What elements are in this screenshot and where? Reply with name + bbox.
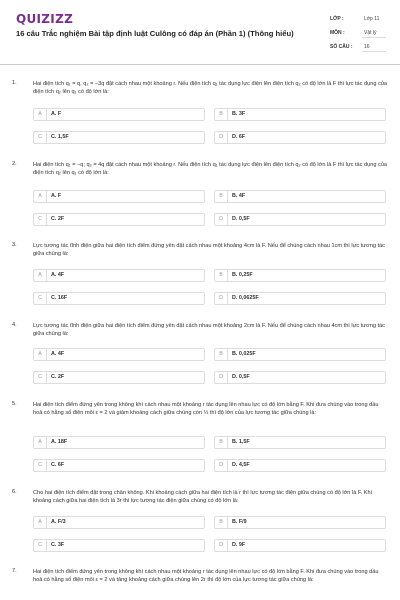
option-text: C. 3F bbox=[51, 542, 65, 548]
option-text: B. 4F bbox=[232, 193, 246, 199]
option-a[interactable] bbox=[33, 348, 205, 361]
option-text: D. 9F bbox=[232, 542, 246, 548]
meta-value: 16 bbox=[364, 44, 370, 50]
option-letter: D bbox=[215, 132, 228, 143]
question-text: Cho hai điện tích điểm đặt trong chân không. Khi khoảng cách giữa hai điện tích là r thì lực tương tác điện giữa chúng có độ lớn là F. Khi khoảng cách giữa hai điện tích là 3r thì lực tương tác điện giữa chúng có độ lớn là: bbox=[33, 490, 372, 505]
option-text: D. 0,5F bbox=[232, 374, 250, 380]
option-letter: A bbox=[34, 517, 47, 528]
option-text: C. 6F bbox=[51, 462, 65, 468]
option-letter: D bbox=[215, 372, 228, 383]
option-text: B. 1,5F bbox=[232, 439, 250, 445]
option-text: A. 18F bbox=[51, 439, 68, 445]
option-letter: D bbox=[215, 293, 228, 304]
meta-value: Lớp 11 bbox=[364, 16, 380, 22]
option-text: A. F bbox=[51, 193, 62, 199]
option-a[interactable] bbox=[33, 516, 205, 529]
option-text: A. 4F bbox=[51, 272, 65, 278]
option-text: C. 2F bbox=[51, 374, 65, 380]
question-number: 4. bbox=[12, 322, 17, 328]
meta-value: Vật lý bbox=[364, 30, 377, 36]
meta-row-grade bbox=[320, 12, 386, 26]
option-c[interactable] bbox=[33, 371, 205, 384]
option-text: B. 0,025F bbox=[232, 351, 256, 357]
question-number: 7. bbox=[12, 568, 17, 574]
option-text: C. 16F bbox=[51, 295, 68, 301]
option-c[interactable] bbox=[33, 539, 205, 552]
meta-row-count bbox=[320, 40, 386, 54]
meta-key: MÔN : bbox=[330, 30, 345, 36]
option-c[interactable] bbox=[33, 459, 205, 472]
option-text: B. F/9 bbox=[232, 519, 247, 525]
option-letter: D bbox=[215, 460, 228, 471]
option-letter: A bbox=[34, 349, 47, 360]
option-text: C. 1,5F bbox=[51, 134, 69, 140]
option-d[interactable] bbox=[214, 131, 386, 144]
meta-row-subject bbox=[320, 26, 386, 40]
question-text: Hai điện tích q₁ = q, q₂ = −3q đặt cách nhau một khoảng r. Nếu điện tích q₁ tác dụng lực điện lên điện tích q₂ có độ lớn là F thì lực tác dụng của điện tích q₂ lên q₁ có độ lớn là: bbox=[33, 81, 388, 96]
option-letter: B bbox=[215, 349, 228, 360]
meta-panel bbox=[320, 12, 386, 54]
option-letter: A bbox=[34, 191, 47, 202]
option-c[interactable] bbox=[33, 131, 205, 144]
option-text: D. 6F bbox=[232, 134, 246, 140]
option-letter: C bbox=[34, 293, 47, 304]
meta-key: SỐ CÂU : bbox=[330, 44, 353, 50]
worksheet-header bbox=[0, 0, 400, 66]
question-text: Lực tương tác tĩnh điện giữa hai điện tích điểm đứng yên đặt cách nhau một khoảng 2cm là F. Nếu để chúng cách nhau 4cm thì lực tương tác giữa chúng là: bbox=[33, 323, 385, 338]
question-number: 2. bbox=[12, 161, 17, 167]
option-letter: D bbox=[215, 214, 228, 225]
option-d[interactable] bbox=[214, 292, 386, 305]
option-d[interactable] bbox=[214, 371, 386, 384]
option-d[interactable] bbox=[214, 459, 386, 472]
meta-underline bbox=[362, 37, 386, 38]
question-number: 5. bbox=[12, 401, 17, 407]
option-letter: B bbox=[215, 517, 228, 528]
page-title: 16 câu Trắc nghiệm Bài tập định luật Culông có đáp án (Phần 1) (Thông hiểu) bbox=[16, 29, 294, 38]
option-b[interactable] bbox=[214, 190, 386, 203]
option-c[interactable] bbox=[33, 213, 205, 226]
option-d[interactable] bbox=[214, 213, 386, 226]
option-text: D. 4,5F bbox=[232, 462, 250, 468]
option-text: B. 0,25F bbox=[232, 272, 253, 278]
option-a[interactable] bbox=[33, 108, 205, 121]
meta-underline bbox=[362, 51, 386, 52]
option-letter: B bbox=[215, 191, 228, 202]
option-letter: C bbox=[34, 214, 47, 225]
option-b[interactable] bbox=[214, 516, 386, 529]
meta-key: LỚP : bbox=[330, 16, 344, 22]
option-letter: A bbox=[34, 437, 47, 448]
question-text: Lực tương tác tĩnh điện giữa hai điện tích điểm đứng yên đặt cách nhau một khoảng 4cm là F. Nếu để chúng cách nhau 1cm thì lực tương tác giữa chúng là: bbox=[33, 243, 385, 258]
option-text: B. 3F bbox=[232, 111, 246, 117]
option-text: D. 0,0625F bbox=[232, 295, 259, 301]
option-text: D. 0,5F bbox=[232, 216, 250, 222]
option-d[interactable] bbox=[214, 539, 386, 552]
option-a[interactable] bbox=[33, 436, 205, 449]
option-b[interactable] bbox=[214, 269, 386, 282]
option-letter: C bbox=[34, 132, 47, 143]
option-letter: D bbox=[215, 540, 228, 551]
question-number: 3. bbox=[12, 242, 17, 248]
question-text: Hai điện tích điểm đứng yên trong không khí cách nhau một khoảng r tác dụng lên nhau lực có độ lớn bằng F. Khi đưa chúng vào trong dầu hoả có hằng số điện môi ε = 2 và tăng khoảng cách giữa chúng lên 2r thì độ lớn của lực tương tác giữa chúng là: bbox=[33, 569, 379, 584]
option-c[interactable] bbox=[33, 292, 205, 305]
option-letter: A bbox=[34, 109, 47, 120]
option-letter: A bbox=[34, 270, 47, 281]
option-b[interactable] bbox=[214, 108, 386, 121]
option-b[interactable] bbox=[214, 436, 386, 449]
option-text: A. 4F bbox=[51, 351, 65, 357]
option-letter: B bbox=[215, 109, 228, 120]
option-text: C. 2F bbox=[51, 216, 65, 222]
option-letter: B bbox=[215, 270, 228, 281]
option-a[interactable] bbox=[33, 190, 205, 203]
question-number: 6. bbox=[12, 489, 17, 495]
option-a[interactable] bbox=[33, 269, 205, 282]
question-number: 1. bbox=[12, 80, 17, 86]
question-text: Hai điện tích điểm đứng yên trong không khí cách nhau một khoảng r tác dụng lên nhau lực có độ lớn bằng F. Khi đưa chúng vào trong dầu hoả có hằng số điện môi ε = 2 và giảm khoảng cách giữa chúng còn ⅓ thì độ lớn của lực tương tác giữa chúng là: bbox=[33, 402, 379, 417]
option-letter: C bbox=[34, 372, 47, 383]
option-letter: C bbox=[34, 540, 47, 551]
quizizz-logo: QUIZIZZ bbox=[16, 12, 74, 26]
question-text: Hai điện tích q₁ = −q; q₂ = 4q đặt cách nhau một khoảng r. Nếu điện tích q₁ tác dụng lực điện lên điện tích q₂ có độ lớn là F thì lực tác dụng của điện tích q₂ lên q₁ có độ lớn là: bbox=[33, 162, 388, 177]
option-text: A. F/3 bbox=[51, 519, 66, 525]
header-divider bbox=[0, 64, 400, 65]
option-letter: C bbox=[34, 460, 47, 471]
option-text: A. F bbox=[51, 111, 62, 117]
option-b[interactable] bbox=[214, 348, 386, 361]
option-letter: B bbox=[215, 437, 228, 448]
